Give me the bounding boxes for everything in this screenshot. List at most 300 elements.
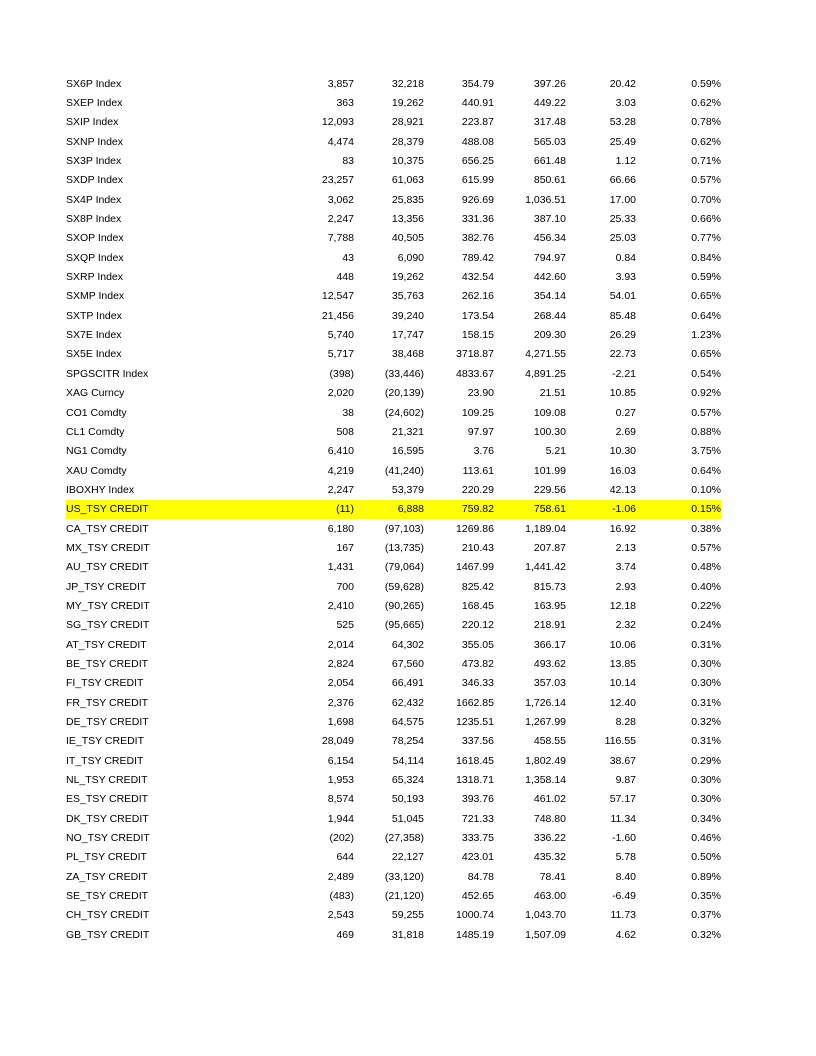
cell-col-3: 346.33 — [461, 677, 494, 690]
cell-col-2: (33,446) — [384, 367, 424, 380]
cell-col-5: 10.14 — [609, 677, 636, 690]
cell-col-4: 317.48 — [533, 116, 566, 129]
table-row — [66, 461, 721, 480]
cell-col-5: 2.32 — [615, 619, 636, 632]
cell-ticker: SXEP Index — [66, 97, 123, 110]
cell-col-1: 2,054 — [327, 677, 354, 690]
cell-ticker: SX5E Index — [66, 348, 122, 361]
cell-col-2: 38,468 — [391, 348, 424, 361]
cell-ticker: CA_TSY CREDIT — [66, 522, 149, 535]
cell-col-3: 210.43 — [461, 541, 494, 554]
cell-col-3: 168.45 — [461, 599, 494, 612]
cell-col-5: -2.21 — [612, 367, 636, 380]
cell-col-5: 11.34 — [610, 812, 636, 825]
cell-col-3: 759.82 — [424, 500, 494, 519]
cell-col-4: 1,726.14 — [525, 696, 566, 709]
table-row — [66, 558, 721, 577]
cell-col-3: 220.29 — [461, 483, 494, 496]
cell-col-4: 4,891.25 — [525, 367, 566, 380]
cell-col-1: 83 — [342, 155, 354, 168]
cell-col-3: 109.25 — [461, 406, 494, 419]
cell-col-1: 2,543 — [327, 909, 354, 922]
cell-ticker: BE_TSY CREDIT — [66, 657, 149, 670]
cell-col-1: 2,489 — [327, 870, 354, 883]
cell-col-2: 59,255 — [391, 909, 424, 922]
cell-col-3: 1485.19 — [456, 928, 494, 941]
cell-col-5: 25.33 — [609, 213, 636, 226]
cell-col-3: 656.25 — [461, 155, 494, 168]
cell-ticker: CO1 Comdty — [66, 406, 127, 419]
cell-col-6: 0.84% — [691, 251, 721, 264]
cell-col-4: 815.73 — [533, 580, 566, 593]
cell-col-2: (21,120) — [384, 890, 424, 903]
cell-col-5: 42.13 — [609, 483, 636, 496]
cell-col-5: 116.55 — [604, 735, 636, 748]
cell-ticker: NL_TSY CREDIT — [66, 774, 148, 787]
table-row — [66, 577, 721, 596]
cell-ticker: JP_TSY CREDIT — [66, 580, 147, 593]
cell-col-6: 0.57% — [691, 541, 721, 554]
table-row — [66, 74, 721, 93]
cell-col-5: 17.00 — [609, 193, 636, 206]
cell-col-2: (79,064) — [384, 561, 424, 574]
cell-col-6: 0.22% — [691, 599, 721, 612]
cell-col-6: 0.15% — [636, 500, 721, 519]
table-row — [66, 751, 721, 770]
table-row — [66, 906, 721, 925]
cell-col-2: (33,120) — [384, 870, 424, 883]
cell-col-4: 163.95 — [533, 599, 566, 612]
table-row — [66, 132, 721, 151]
cell-col-5: 4.62 — [615, 928, 636, 941]
cell-col-4: 209.30 — [533, 329, 566, 342]
table-row — [66, 635, 721, 654]
cell-col-1: 12,547 — [321, 290, 354, 303]
cell-ticker: FI_TSY CREDIT — [66, 677, 144, 690]
cell-col-5: 12.18 — [609, 599, 636, 612]
cell-col-2: 61,063 — [391, 174, 424, 187]
cell-col-6: 0.64% — [691, 464, 721, 477]
cell-col-3: 382.76 — [461, 232, 494, 245]
table-row — [66, 190, 721, 209]
cell-col-6: 0.57% — [691, 174, 721, 187]
cell-col-4: 1,507.09 — [525, 928, 566, 941]
cell-col-2: 22,127 — [391, 851, 424, 864]
cell-ticker: IBOXHY Index — [66, 483, 135, 496]
cell-col-3: 262.16 — [461, 290, 494, 303]
cell-col-2: 6,090 — [397, 251, 424, 264]
cell-col-1: 38 — [342, 406, 354, 419]
cell-col-5: 12.40 — [609, 696, 636, 709]
cell-col-2: 78,254 — [391, 735, 424, 748]
cell-col-6: 0.38% — [691, 522, 721, 535]
cell-col-1: 6,180 — [327, 522, 354, 535]
cell-col-2: (24,602) — [384, 406, 424, 419]
cell-ticker: SX3P Index — [66, 155, 122, 168]
table-row-highlighted — [66, 500, 721, 519]
cell-col-5: 10.85 — [609, 387, 636, 400]
cell-col-4: 268.44 — [533, 309, 566, 322]
cell-col-6: 0.62% — [691, 135, 721, 148]
table-row — [66, 364, 721, 383]
cell-col-6: 0.59% — [691, 271, 721, 284]
cell-col-1: 2,247 — [327, 213, 354, 226]
cell-col-6: 1.23% — [691, 329, 721, 342]
cell-col-3: 355.05 — [461, 638, 494, 651]
cell-col-3: 333.75 — [461, 832, 494, 845]
cell-col-1: 21,456 — [321, 309, 354, 322]
cell-col-6: 0.65% — [691, 348, 721, 361]
cell-col-4: 758.61 — [494, 500, 566, 519]
cell-col-3: 354.79 — [461, 77, 494, 90]
cell-col-1: 43 — [342, 251, 354, 264]
cell-col-5: 16.92 — [609, 522, 636, 535]
cell-col-4: 397.26 — [533, 77, 566, 90]
cell-col-4: 78.41 — [539, 870, 566, 883]
cell-col-3: 488.08 — [461, 135, 494, 148]
table-row — [66, 267, 721, 286]
cell-col-5: 1.12 — [615, 155, 636, 168]
cell-col-4: 1,189.04 — [525, 522, 566, 535]
cell-col-2: 19,262 — [391, 271, 424, 284]
cell-col-1: (483) — [329, 890, 354, 903]
cell-col-1: 2,376 — [327, 696, 354, 709]
cell-col-1: 469 — [336, 928, 354, 941]
cell-col-5: 8.40 — [615, 870, 636, 883]
cell-col-6: 0.71% — [691, 155, 721, 168]
table-row — [66, 325, 721, 344]
table-row — [66, 171, 721, 190]
cell-ticker: SXOP Index — [66, 232, 124, 245]
cell-col-2: 17,747 — [391, 329, 424, 342]
cell-col-1: 23,257 — [321, 174, 354, 187]
cell-col-5: 3.74 — [615, 561, 636, 574]
cell-col-1: 1,944 — [327, 812, 354, 825]
cell-col-4: 109.08 — [533, 406, 566, 419]
cell-col-5: 16.03 — [609, 464, 636, 477]
cell-col-2: 51,045 — [391, 812, 424, 825]
table-row — [66, 93, 721, 112]
cell-col-1: 2,410 — [327, 599, 354, 612]
cell-col-1: 448 — [336, 271, 354, 284]
cell-col-3: 1235.51 — [456, 716, 494, 729]
cell-col-4: 366.17 — [533, 638, 566, 651]
cell-col-5: 85.48 — [609, 309, 636, 322]
cell-col-5: -1.06 — [566, 500, 636, 519]
cell-ticker: SX4P Index — [66, 193, 122, 206]
cell-ticker: CL1 Comdty — [66, 425, 125, 438]
cell-ticker: XAU Comdty — [66, 464, 127, 477]
cell-col-6: 0.31% — [691, 735, 721, 748]
cell-col-4: 4,271.55 — [525, 348, 566, 361]
cell-ticker: FR_TSY CREDIT — [66, 696, 149, 709]
cell-col-5: 20.42 — [609, 77, 636, 90]
cell-col-4: 21.51 — [539, 387, 566, 400]
cell-col-1: 6,410 — [327, 445, 354, 458]
cell-col-6: 0.24% — [691, 619, 721, 632]
cell-col-2: (41,240) — [384, 464, 424, 477]
cell-ticker: DE_TSY CREDIT — [66, 716, 149, 729]
cell-col-3: 113.61 — [462, 464, 494, 477]
cell-col-1: 4,219 — [327, 464, 354, 477]
cell-col-4: 449.22 — [533, 97, 566, 110]
cell-col-4: 218.91 — [533, 619, 566, 632]
table-row — [66, 519, 721, 538]
cell-col-6: 0.89% — [691, 870, 721, 883]
table-row — [66, 306, 721, 325]
cell-col-4: 101.99 — [533, 464, 566, 477]
cell-col-4: 1,358.14 — [525, 774, 566, 787]
cell-col-2: 39,240 — [391, 309, 424, 322]
cell-col-5: 10.30 — [609, 445, 636, 458]
cell-col-2: (90,265) — [384, 599, 424, 612]
cell-col-5: 22.73 — [609, 348, 636, 361]
cell-col-1: 363 — [336, 97, 354, 110]
cell-col-4: 461.02 — [533, 793, 566, 806]
cell-col-4: 463.00 — [533, 890, 566, 903]
table-row — [66, 403, 721, 422]
cell-col-2: 64,575 — [391, 716, 424, 729]
cell-col-3: 173.54 — [461, 309, 494, 322]
data-table — [66, 74, 721, 944]
cell-col-2: 66,491 — [391, 677, 424, 690]
cell-col-2: (97,103) — [384, 522, 424, 535]
cell-col-5: -1.60 — [612, 832, 636, 845]
cell-ticker: SXRP Index — [66, 271, 124, 284]
cell-col-5: 0.84 — [615, 251, 636, 264]
cell-col-1: 167 — [336, 541, 354, 554]
cell-col-2: 32,218 — [391, 77, 424, 90]
table-row — [66, 616, 721, 635]
cell-col-2: 31,818 — [391, 928, 424, 941]
cell-col-5: 2.93 — [615, 580, 636, 593]
cell-col-4: 435.32 — [533, 851, 566, 864]
cell-col-5: 53.28 — [609, 116, 636, 129]
cell-col-4: 493.62 — [533, 657, 566, 670]
cell-col-2: 64,302 — [391, 638, 424, 651]
cell-col-3: 220.12 — [461, 619, 494, 632]
cell-col-1: 5,717 — [327, 348, 354, 361]
cell-col-2: 35,763 — [391, 290, 424, 303]
cell-col-4: 458.55 — [533, 735, 566, 748]
cell-col-3: 23.90 — [467, 387, 494, 400]
cell-col-3: 84.78 — [467, 870, 494, 883]
table-row — [66, 770, 721, 789]
cell-col-6: 0.30% — [691, 677, 721, 690]
cell-col-2: 40,505 — [391, 232, 424, 245]
cell-col-2: (59,628) — [384, 580, 424, 593]
cell-col-5: 3.93 — [615, 271, 636, 284]
cell-ticker: SXIP Index — [66, 116, 119, 129]
cell-col-1: (398) — [329, 367, 354, 380]
cell-col-3: 331.36 — [461, 213, 494, 226]
cell-col-3: 1662.85 — [456, 696, 494, 709]
cell-col-3: 423.01 — [461, 851, 494, 864]
cell-col-2: 65,324 — [391, 774, 424, 787]
table-row — [66, 209, 721, 228]
cell-col-2: 50,193 — [391, 793, 424, 806]
cell-col-6: 0.40% — [691, 580, 721, 593]
cell-col-2: 28,921 — [391, 116, 424, 129]
cell-ticker: US_TSY CREDIT — [66, 500, 290, 519]
cell-ticker: SX6P Index — [66, 77, 122, 90]
cell-col-1: 1,953 — [327, 774, 354, 787]
cell-col-2: 21,321 — [391, 425, 424, 438]
cell-col-3: 4833.67 — [456, 367, 494, 380]
cell-ticker: MX_TSY CREDIT — [66, 541, 150, 554]
table-row — [66, 596, 721, 615]
cell-col-1: (202) — [329, 832, 354, 845]
cell-col-6: 0.29% — [691, 754, 721, 767]
cell-col-2: 62,432 — [391, 696, 424, 709]
cell-col-1: 2,014 — [327, 638, 354, 651]
cell-col-4: 1,441.42 — [525, 561, 566, 574]
table-row — [66, 113, 721, 132]
cell-col-3: 337.56 — [461, 735, 494, 748]
cell-col-3: 440.91 — [461, 97, 494, 110]
cell-ticker: SXNP Index — [66, 135, 124, 148]
cell-col-2: (20,139) — [384, 387, 424, 400]
cell-col-3: 393.76 — [461, 793, 494, 806]
table-row — [66, 886, 721, 905]
cell-col-2: 6,888 — [354, 500, 424, 519]
cell-col-5: 25.03 — [609, 232, 636, 245]
cell-col-5: 3.03 — [615, 97, 636, 110]
cell-col-1: 12,093 — [321, 116, 354, 129]
cell-col-6: 0.77% — [691, 232, 721, 245]
cell-col-2: 16,595 — [391, 445, 424, 458]
cell-col-4: 661.48 — [533, 155, 566, 168]
cell-col-4: 229.56 — [533, 483, 566, 496]
cell-ticker: NG1 Comdty — [66, 445, 127, 458]
cell-col-5: 9.87 — [615, 774, 636, 787]
cell-col-6: 0.62% — [691, 97, 721, 110]
cell-ticker: SXMP Index — [66, 290, 125, 303]
cell-ticker: ES_TSY CREDIT — [66, 793, 149, 806]
cell-col-6: 0.30% — [691, 774, 721, 787]
cell-col-6: 0.35% — [691, 890, 721, 903]
cell-col-3: 1318.71 — [456, 774, 494, 787]
cell-col-1: 2,824 — [327, 657, 354, 670]
table-row — [66, 287, 721, 306]
cell-col-4: 207.87 — [533, 541, 566, 554]
cell-col-6: 3.75% — [691, 445, 721, 458]
cell-col-6: 0.64% — [691, 309, 721, 322]
cell-col-5: -6.49 — [612, 890, 636, 903]
cell-col-5: 13.85 — [609, 657, 636, 670]
table-row — [66, 538, 721, 557]
cell-col-2: (27,358) — [384, 832, 424, 845]
cell-col-5: 2.13 — [615, 541, 636, 554]
cell-col-6: 0.92% — [691, 387, 721, 400]
cell-col-1: 2,247 — [327, 483, 354, 496]
cell-col-6: 0.48% — [691, 561, 721, 574]
cell-ticker: XAG Curncy — [66, 387, 125, 400]
cell-col-4: 1,036.51 — [525, 193, 566, 206]
cell-col-3: 97.97 — [467, 425, 494, 438]
table-row — [66, 229, 721, 248]
cell-ticker: PL_TSY CREDIT — [66, 851, 147, 864]
cell-col-3: 3.76 — [473, 445, 494, 458]
cell-col-4: 100.30 — [533, 425, 566, 438]
cell-col-2: (13,735) — [384, 541, 424, 554]
cell-ticker: SX8P Index — [66, 213, 122, 226]
cell-col-6: 0.65% — [691, 290, 721, 303]
cell-col-3: 721.33 — [461, 812, 494, 825]
cell-col-1: 525 — [336, 619, 354, 632]
cell-col-2: 67,560 — [391, 657, 424, 670]
cell-col-5: 11.73 — [610, 909, 636, 922]
cell-ticker: IE_TSY CREDIT — [66, 735, 144, 748]
table-row — [66, 674, 721, 693]
cell-col-6: 0.78% — [691, 116, 721, 129]
cell-col-3: 1000.74 — [456, 909, 494, 922]
cell-col-1: 644 — [336, 851, 354, 864]
table-row — [66, 442, 721, 461]
cell-col-5: 25.49 — [609, 135, 636, 148]
cell-ticker: GB_TSY CREDIT — [66, 928, 150, 941]
cell-col-1: 6,154 — [327, 754, 354, 767]
cell-col-1: 3,857 — [327, 77, 354, 90]
cell-col-3: 1467.99 — [456, 561, 494, 574]
cell-col-3: 223.87 — [461, 116, 494, 129]
cell-col-5: 57.17 — [609, 793, 636, 806]
cell-col-4: 456.34 — [533, 232, 566, 245]
cell-col-6: 0.54% — [691, 367, 721, 380]
table-row — [66, 712, 721, 731]
cell-col-4: 5.21 — [545, 445, 566, 458]
cell-ticker: SXTP Index — [66, 309, 122, 322]
cell-col-1: 28,049 — [321, 735, 354, 748]
table-row — [66, 732, 721, 751]
cell-col-2: 19,262 — [391, 97, 424, 110]
cell-ticker: CH_TSY CREDIT — [66, 909, 150, 922]
cell-col-1: 508 — [336, 425, 354, 438]
cell-col-3: 1269.86 — [456, 522, 494, 535]
cell-col-5: 2.69 — [615, 425, 636, 438]
table-row — [66, 654, 721, 673]
cell-col-4: 354.14 — [533, 290, 566, 303]
cell-col-1: 5,740 — [327, 329, 354, 342]
cell-col-1: 2,020 — [327, 387, 354, 400]
cell-col-4: 565.03 — [533, 135, 566, 148]
table-row — [66, 345, 721, 364]
cell-ticker: NO_TSY CREDIT — [66, 832, 150, 845]
cell-col-3: 825.42 — [461, 580, 494, 593]
cell-col-2: 28,379 — [391, 135, 424, 148]
cell-col-6: 0.31% — [691, 696, 721, 709]
table-row — [66, 828, 721, 847]
cell-col-1: 1,698 — [327, 716, 354, 729]
cell-col-6: 0.32% — [691, 928, 721, 941]
cell-ticker: SXDP Index — [66, 174, 124, 187]
cell-col-3: 615.99 — [461, 174, 494, 187]
cell-col-2: 54,114 — [392, 754, 424, 767]
cell-col-2: 13,356 — [391, 213, 424, 226]
cell-col-6: 0.70% — [691, 193, 721, 206]
cell-col-2: 25,835 — [391, 193, 424, 206]
cell-ticker: IT_TSY CREDIT — [66, 754, 144, 767]
cell-col-2: 53,379 — [391, 483, 424, 496]
cell-col-6: 0.59% — [691, 77, 721, 90]
cell-col-5: 5.78 — [615, 851, 636, 864]
cell-col-6: 0.31% — [691, 638, 721, 651]
cell-col-5: 8.28 — [615, 716, 636, 729]
table-row — [66, 809, 721, 828]
cell-col-5: 38.67 — [609, 754, 636, 767]
cell-col-3: 473.82 — [461, 657, 494, 670]
table-row — [66, 422, 721, 441]
